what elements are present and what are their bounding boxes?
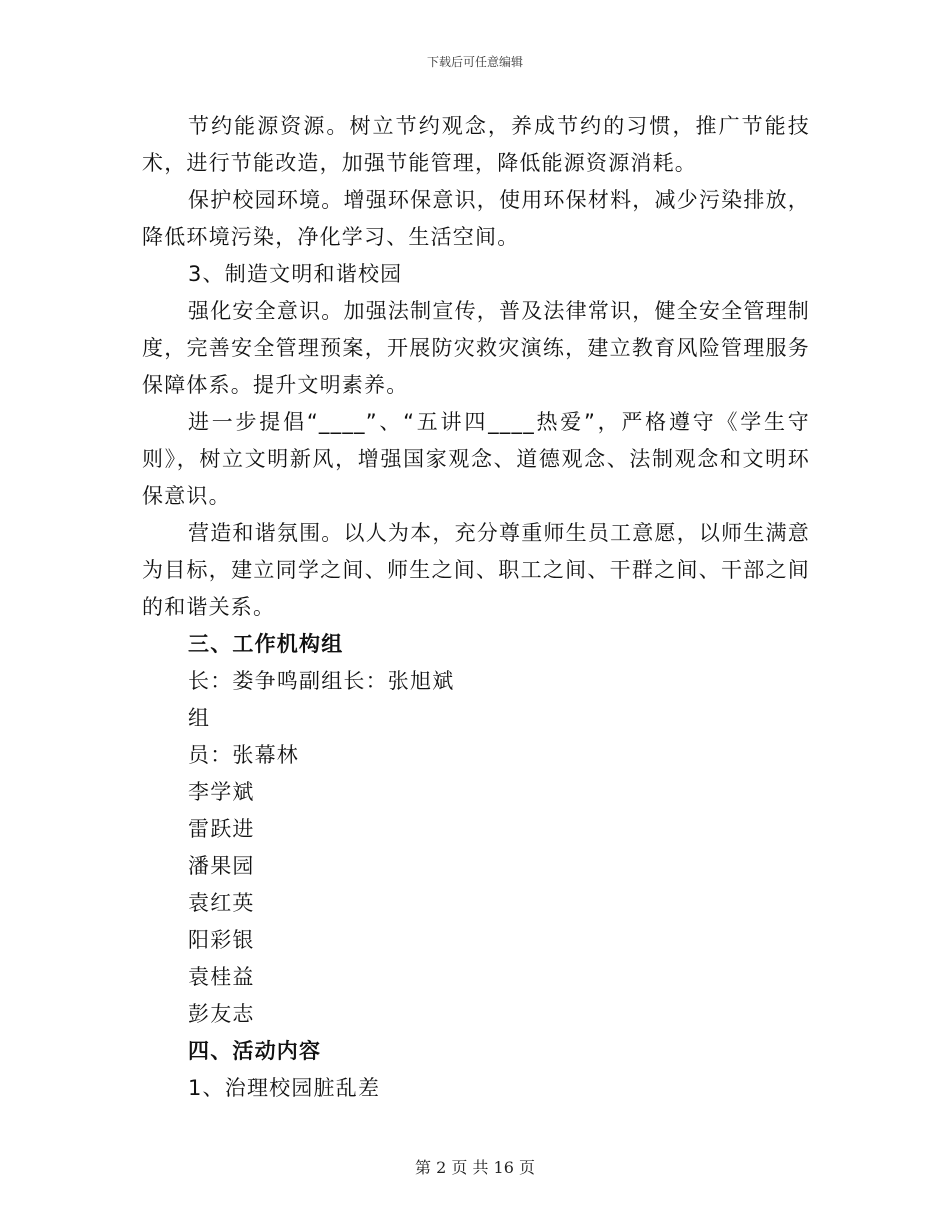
page-header: 下载后可任意编辑	[426, 55, 523, 69]
member-item: 阳彩银	[188, 928, 255, 952]
group-label: 组	[188, 706, 211, 730]
member-item: 雷跃进	[188, 817, 255, 841]
paragraph-safety-awareness: 强化安全意识。加强法制宣传，普及法律常识，健全安全管理制度，完善安全管理预案，开展防灾救灾演练，建立教育风险管理服务保障体系。提升文明素养。	[142, 299, 810, 397]
activity-item: 1、治理校园脏乱差	[188, 1076, 381, 1100]
subheading-harmonious-campus: 3、制造文明和谐校园	[188, 262, 403, 286]
member-item: 袁桂益	[188, 965, 255, 989]
member-item: 潘果园	[188, 854, 255, 878]
member-item: 彭友志	[188, 1002, 255, 1026]
paragraph-harmony: 营造和谐氛围。以人为本，充分尊重师生员工意愿，以师生满意为目标，建立同学之间、师生之间、职工之间、干群之间、干部之间的和谐关系。	[142, 521, 810, 619]
section-title-activities: 四、活动内容	[188, 1039, 322, 1063]
member-item: 李学斌	[188, 780, 255, 804]
paragraph-protect-campus: 保护校园环境。增强环保意识，使用环保材料，减少污染排放，降低环境污染，净化学习、生活空间。	[142, 188, 810, 249]
document-body	[142, 108, 810, 1107]
paragraph-save-energy: 节约能源资源。树立节约观念，养成节约的习惯，推广节能技术，进行节能改造，加强节能管理，降低能源资源消耗。	[142, 114, 810, 175]
paragraph-civility: 进一步提倡“____”、“五讲四____热爱”，严格遵守《学生守则》，树立文明新风，增强国家观念、道德观念、法制观念和文明环保意识。	[142, 410, 810, 508]
page-footer: 第 2 页 共 16 页	[415, 1158, 535, 1177]
leaders-line: 长：娄争鸣副组长：张旭斌	[188, 669, 455, 693]
member-item: 袁红英	[188, 891, 255, 915]
member-first: 员：张幕林	[188, 743, 299, 767]
section-title-organization: 三、工作机构组	[188, 632, 344, 656]
